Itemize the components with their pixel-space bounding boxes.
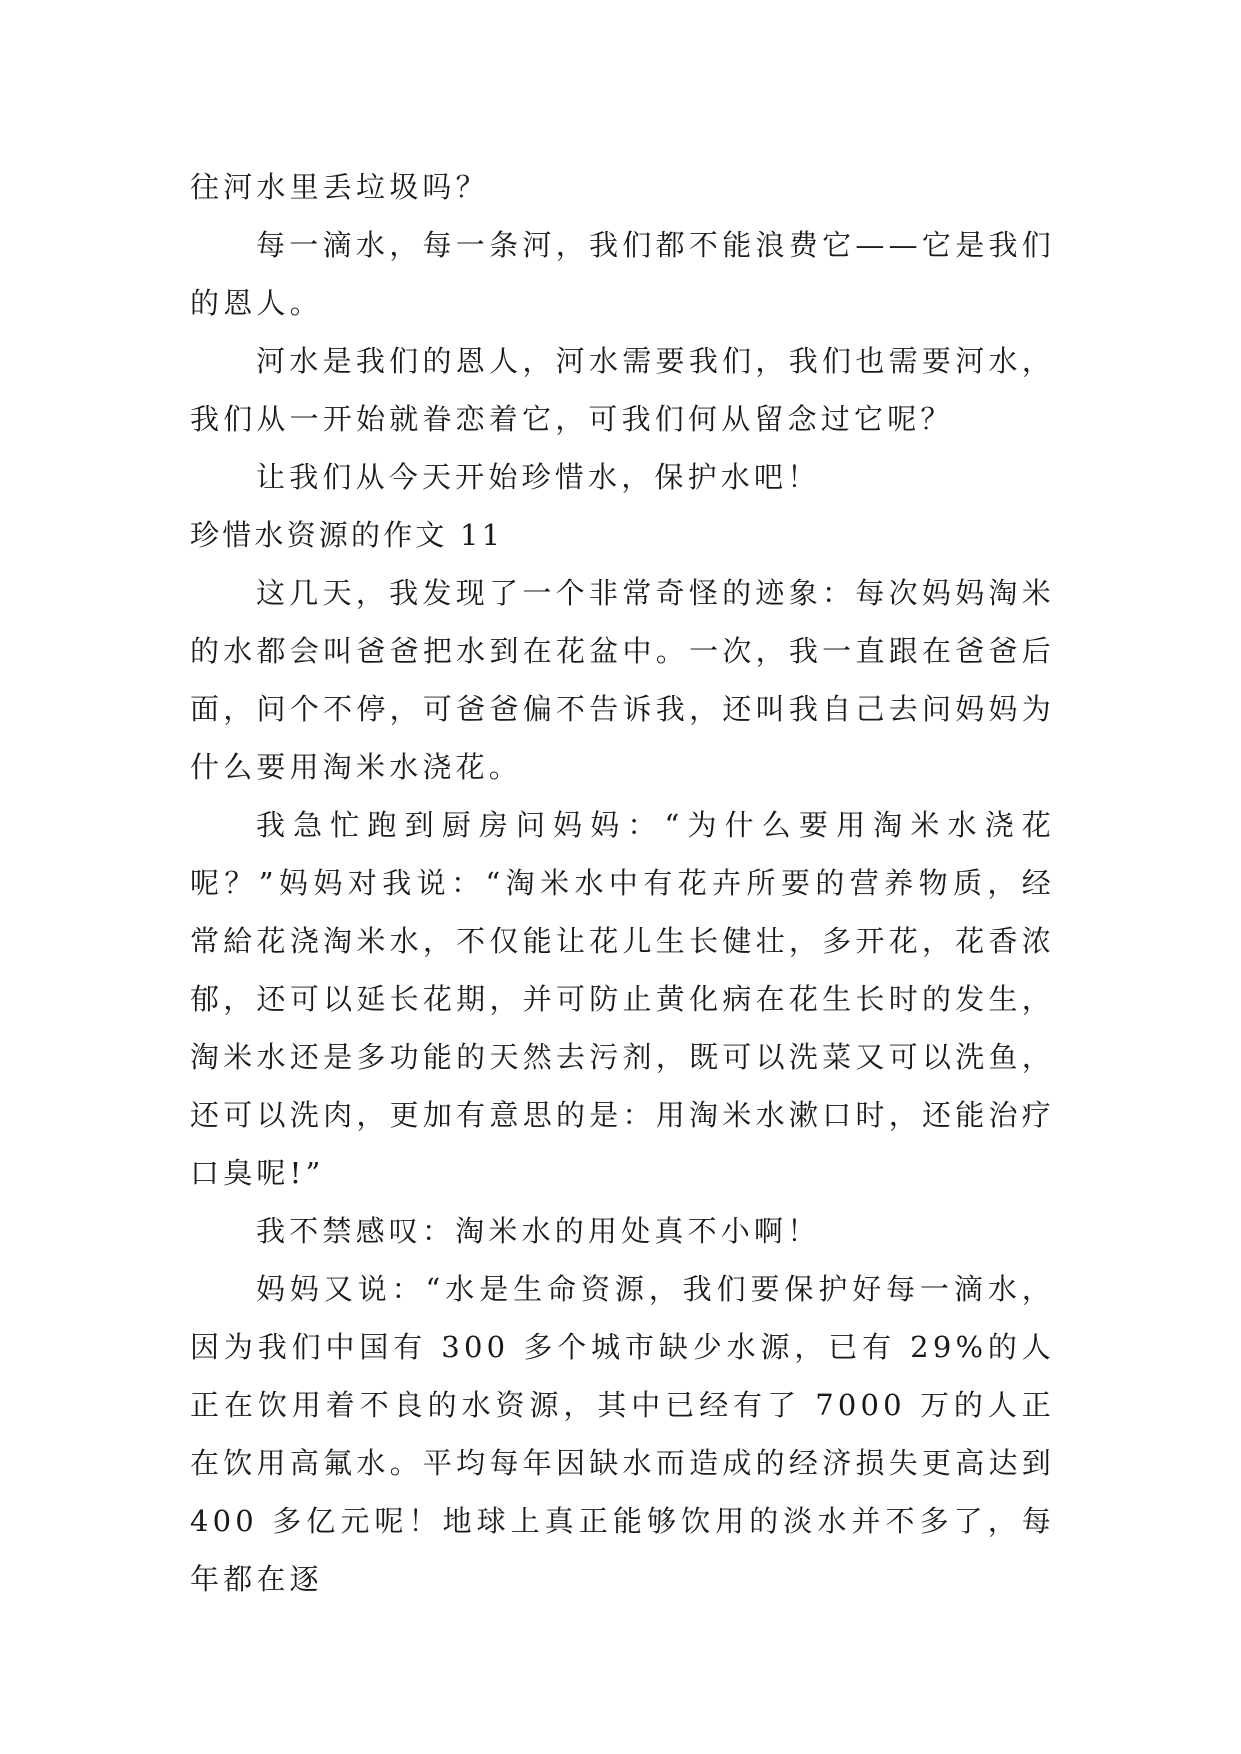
paragraph-8: 妈妈又说：“水是生命资源，我们要保护好每一滴水，因为我们中国有 300 多个城市缺少水源，已有 29%的人正在饮用着不良的水资源，其中已经有了 7000 万的人正在饮用高氟水。平均每年因缺水而造成的经济损失更高达到 400 多亿元呢！地球上真正能够饮用的淡水并不多了，每年都在逐 [190,1272,1055,1596]
paragraph-5: 这几天，我发现了一个非常奇怪的迹象：每次妈妈淘米的水都会叫爸爸把水到在花盆中。一次，我一直跟在爸爸后面，问个不停，可爸爸偏不告诉我，还叫我自己去问妈妈为什么要用淘米水浇花。 [190,576,1055,784]
document-page [190,158,1055,1608]
section-heading: 珍惜水资源的作文 11 [190,518,504,552]
paragraph-3: 河水是我们的恩人，河水需要我们，我们也需要河水，我们从一开始就眷恋着它，可我们何从留念过它呢？ [190,344,1055,436]
paragraph-6: 我急忙跑到厨房问妈妈：“为什么要用淘米水浇花呢？”妈妈对我说：“淘米水中有花卉所要的营养物质，经常給花浇淘米水，不仅能让花儿生长健壮，多开花，花香浓郁，还可以延长花期，并可防止黄化病在花生长时的发生，淘米水还是多功能的天然去污剂，既可以洗菜又可以洗鱼，还可以洗肉，更加有意思的是：用淘米水漱口时，还能治疗口臭呢!” [190,808,1055,1190]
paragraph-1: 往河水里丢垃圾吗？ [190,170,489,204]
paragraph-7: 我不禁感叹：淘米水的用处真不小啊！ [256,1214,821,1248]
paragraph-4: 让我们从今天开始珍惜水，保护水吧！ [256,460,821,494]
paragraph-2: 每一滴水，每一条河，我们都不能浪费它——它是我们的恩人。 [190,228,1055,320]
